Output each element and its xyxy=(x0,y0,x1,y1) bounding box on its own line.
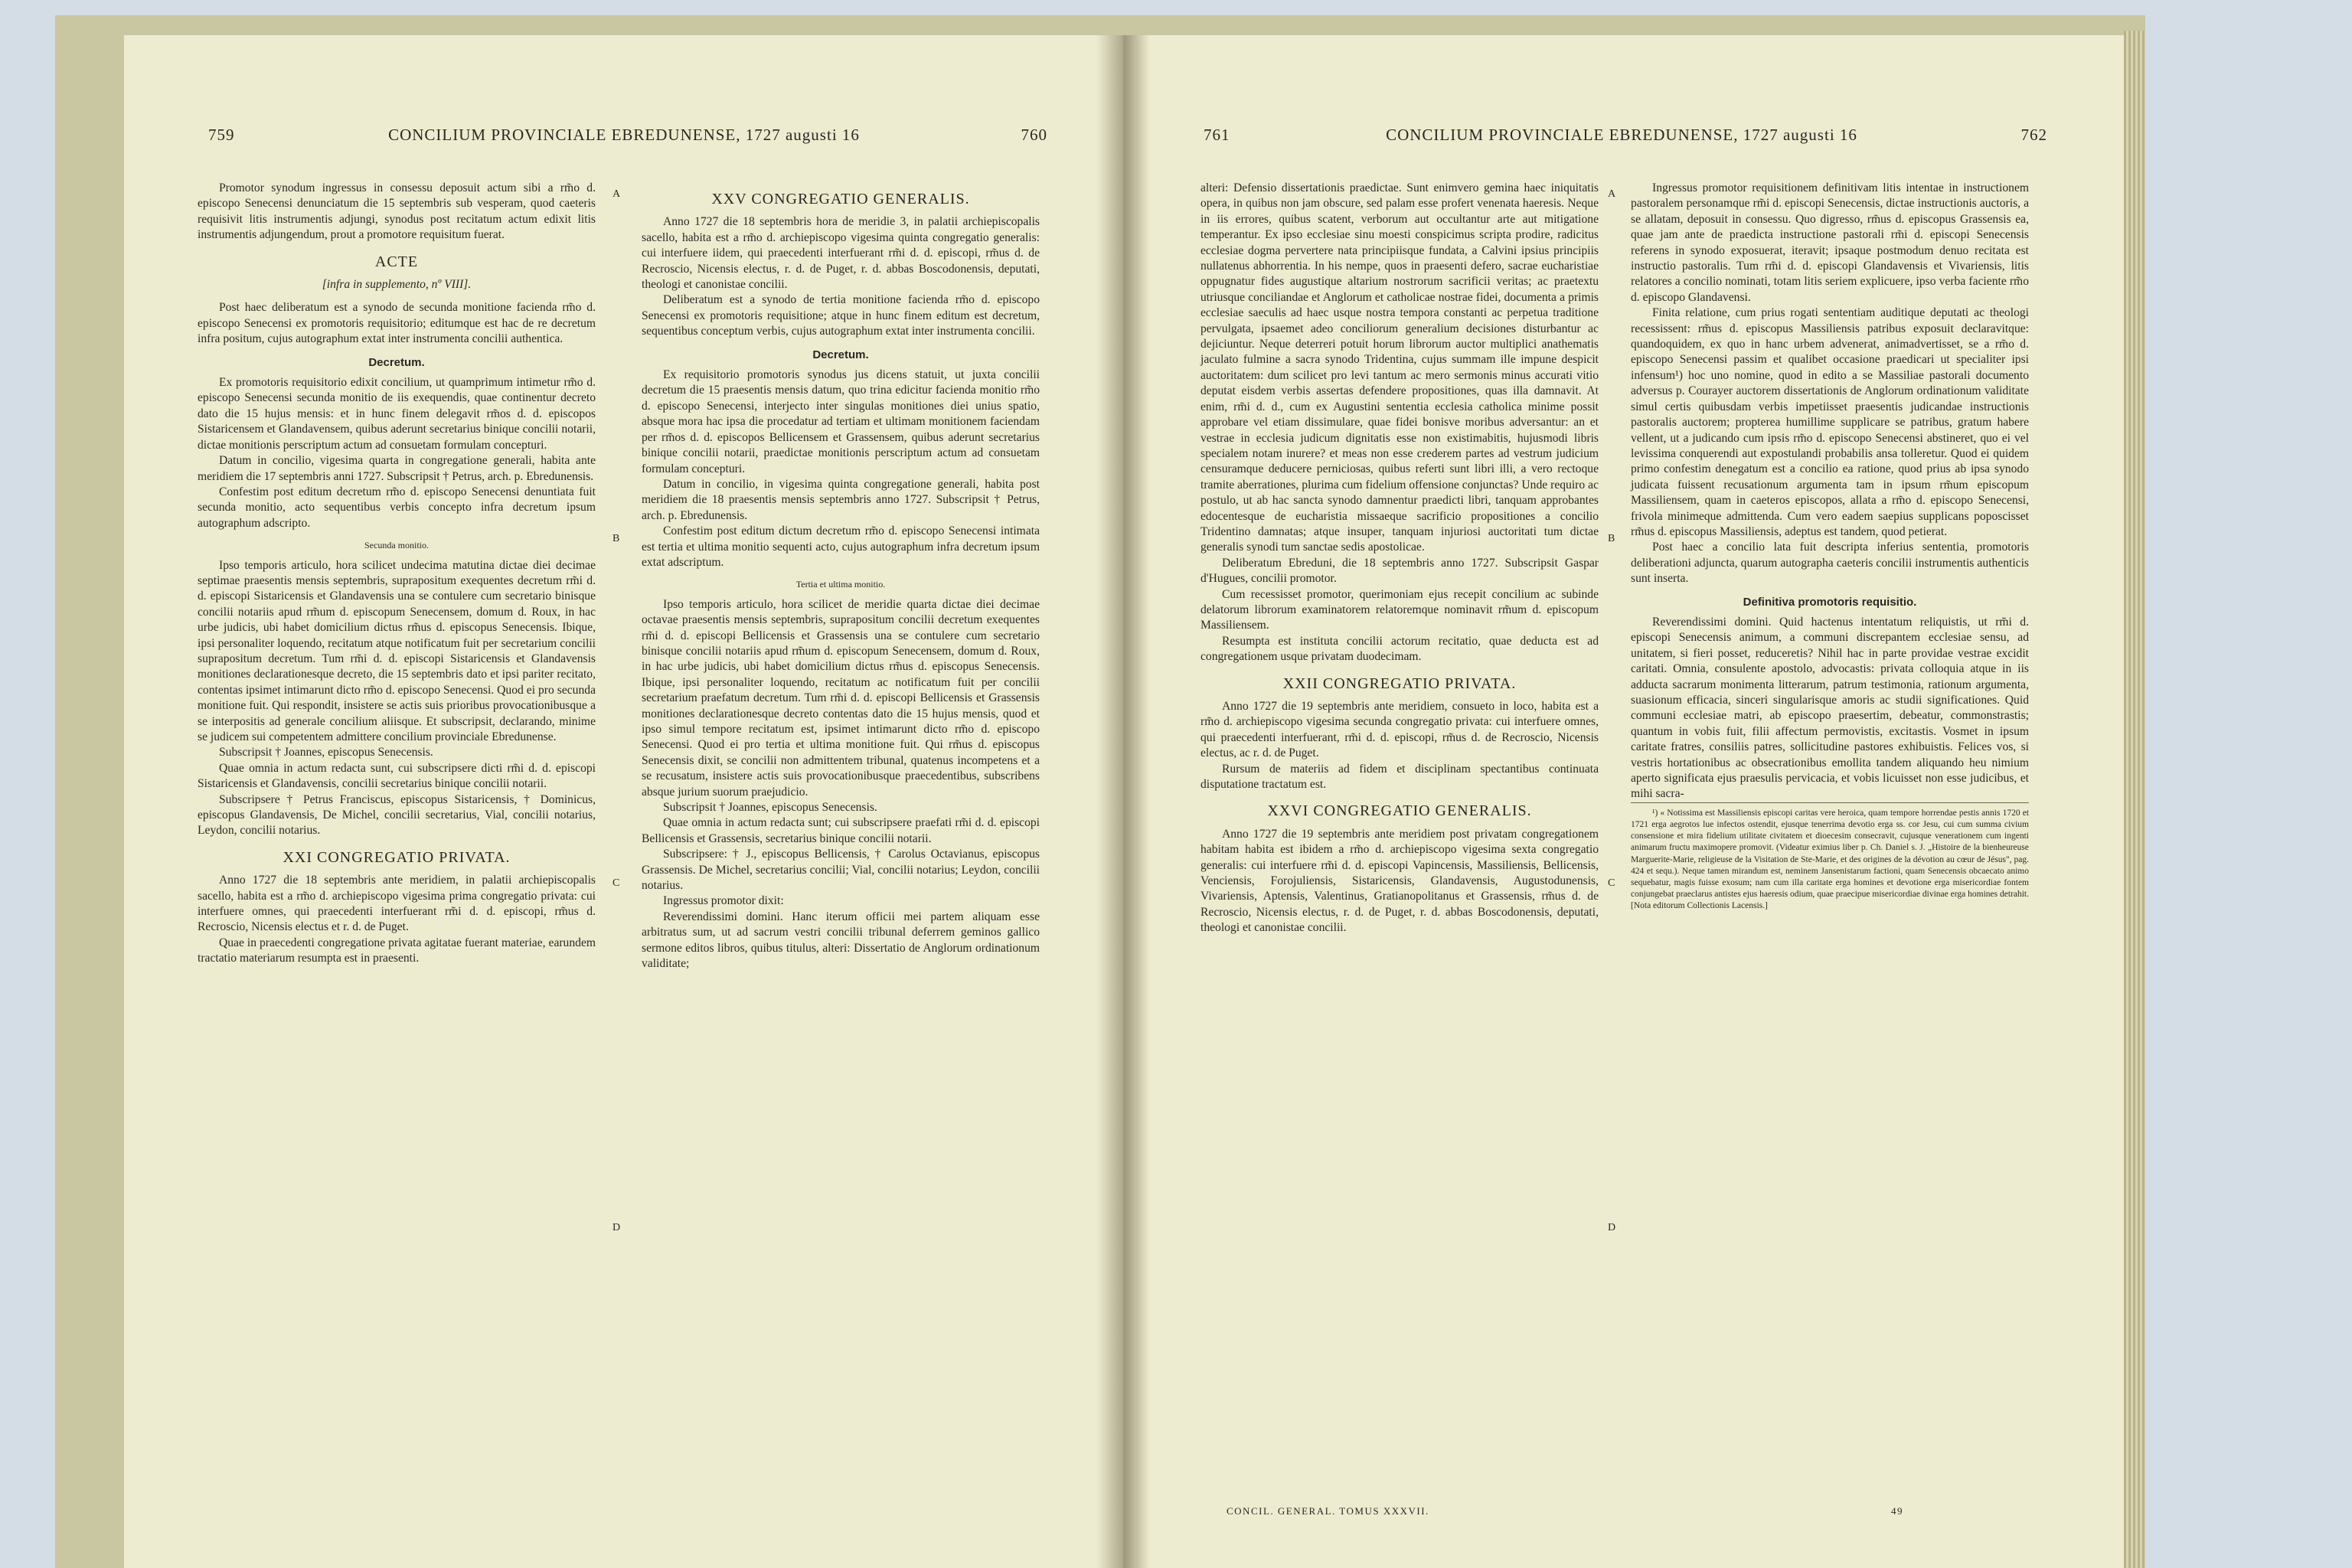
paragraph: Anno 1727 die 18 septembris hora de meridie 3, in palatii archiepiscopalis sacello, habita est a rm̃o d. archiepiscopo vigesima quinta congregatio generalis: cui interfuere iidem, qui praecedenti interfuerant rm̃i d. d. episcopi, rm̃us d. de Recroscio, Nicensis electus, r. d. de Puget, r. d. abbas Boscodonensis, deputati, theologi et canonistae concilii. xyxy=(642,215,1040,292)
paragraph: Subscripsere: † J., episcopus Bellicensis, † Carolus Octavianus, episcopus Grassensis. De Michel, secretarius concilii; Vial, concilii notarius; Leydon, concilii notarius. xyxy=(642,848,1040,893)
section-heading: XXV CONGREGATIO GENERALIS. xyxy=(711,191,970,207)
paragraph: Anno 1727 die 19 septembris ante meridiem, consueto in loco, habita est a rm̃o d. archiepiscopo vigesima secunda congregatio privata: cui interfuere omnes, qui praecedenti interfuerant, rm̃i d. d. episcopi, rm̃us d. de Recroscio, Nicensis electus, ac r. d. de Puget. xyxy=(1200,700,1599,760)
margin-letter-a: A xyxy=(612,188,621,200)
section-heading: Decretum. xyxy=(812,348,869,361)
margin-letter-d: D xyxy=(1608,1222,1616,1233)
left-column-1 xyxy=(198,181,596,967)
left-column-2 xyxy=(642,181,1040,972)
section-heading: Decretum. xyxy=(368,355,425,369)
section-heading: XXVI CONGREGATIO GENERALIS. xyxy=(1267,802,1532,820)
left-header-title: CONCILIUM PROVINCIALE EBREDUNENSE, 1727 augusti 16 xyxy=(388,126,860,144)
margin-letter-d: D xyxy=(612,1222,621,1233)
paragraph: Confestim post editum decretum rm̃o d. episcopo Senecensi denuntiata fuit secunda monitio, acto sequentibus verbis concepto infra decretum ipsum autographum adscripto. xyxy=(198,485,596,530)
section-heading: [infra in supplemento, nº VIII]. xyxy=(322,278,472,292)
paragraph: Confestim post editum dictum decretum rm̃o d. episcopo Senecensi intimata est tertia et ultima monitio sequenti acto, cujus autographum infra decretum ipsum extat adscriptum. xyxy=(642,524,1040,569)
section-heading: Tertia et ultima monitio. xyxy=(795,579,886,590)
paragraph: Ingressus promotor requisitionem definitivam litis intentae in instructionem pastoralem personamque rm̃i d. episcopi Senecensis, dictae instructionis auctoris, a se allatam, deposuit in consessu. Quo digresso, rm̃us d. episcopus Grassensis ea, quae jam ante de praedicta instructione pastorali rm̃i d. episcopi Senecensis referens in synodo exposuerat, iteravit; ipsaque postmodum denuo recitata est instructio pastoralis. Tum rm̃i d. d. episcopi Glandavensis et Vivariensis, litis relatores a concilio nominati, totam litis seriem explicuere, ipso verba faciente rm̃o d. episcopo Glandavensi. xyxy=(1631,181,2029,304)
margin-letter-c: C xyxy=(612,877,620,889)
page-number-762: 762 xyxy=(2020,126,2047,144)
right-header-title: CONCILIUM PROVINCIALE EBREDUNENSE, 1727 augusti 16 xyxy=(1386,126,1857,144)
volume-footer: CONCIL. GENERAL. TOMUS XXXVII. xyxy=(1227,1505,1429,1517)
margin-letter-a: A xyxy=(1608,188,1616,200)
paragraph: Reverendissimi domini. Hanc iterum officii mei partem aliquam esse arbitratus sum, ut ad sacrum vestri concilii tribunal deferrem geminos gallico sermone editos libros, quibus titulus, alteri: Dissertatio de Anglorum ordinationum validitate; xyxy=(642,910,1040,971)
paragraph: Post haec a concilio lata fuit descripta inferius sententia, promotoris deliberationi adjuncta, quarum autographa caeteris concilii instrumentis authenticis sunt inserta. xyxy=(1631,541,2029,586)
paragraph: Resumpta est instituta concilii actorum recitatio, quae deducta est ad congregationem usque privatam duodecimam. xyxy=(1200,634,1599,664)
right-column-1 xyxy=(1200,181,1599,936)
paragraph: Ipso temporis articulo, hora scilicet undecima matutina dictae diei decimae septimae praesentis mensis septembris, suprapositum exequentes decretum rm̃i d. d. episcopi Sistaricensis et Glandavensis una se contulere cum secretario binisque concilii notariis apud rm̃um d. episcopum Senecensem, domum d. Roux, in hac urbe judicis, ubi habet domicilium dictus rm̃us d. episcopus Senecensis. Ibique, ipsi personaliter loquendo, recitatum atque notificatum fuit per secretarium concilii suprapositum decretum. Tum rm̃i d. d. episcopi Sistaricensis et Glandavensis monitiones declarationesque decreto, die 15 septembris dato et ipsi pariter recitato, contentas ipsimet intimarunt dicto rm̃o d. episcopo Senecensi. Quod ei pro secunda monitione fuit. Qui respondit, insistere se actis suis prioribus provocationibusque a se interpositis ad generale concilium aliisque. Et subscripsit, declarando, minime se judicem sui competentem admittere concilium provinciale Ebredunense. xyxy=(198,558,596,743)
margin-letter-b: B xyxy=(612,533,620,544)
paragraph: Ex requisitorio promotoris synodus jus dicens statuit, ut juxta concilii decretum die 15 praesentis mensis datum, quo trina edicitur facienda monitio rm̃o d. episcopo Senecensi, interjecto inter singulas monitiones diei unius spatio, absque mora hac ipsa die procedatur ad tertiam et ultimam monitionem faciendam per rm̃os d. d. episcopos Bellicensem et Grassensem, quibus aderunt secretarius binique concilii notarii, praedictae monitionis perscriptum actum ad consuetam formulam concepturi. xyxy=(642,368,1040,475)
left-page xyxy=(124,35,1124,1568)
margin-letter-c: C xyxy=(1608,877,1615,889)
paragraph: alteri: Defensio dissertationis praedictae. Sunt enimvero gemina haec iniquitatis opera, in quibus non jam obscure, sed palam esse profert venenata haeresis. Neque in iis errores, quibus scatent, verborum aut occultantur arte aut mitigatione temperantur. Ex ipso ecclesiae sinu moesti conspicimus scripta prodire, radicitus ecclesiae dogma pervertere nata principiisque fundata, a Calvini ipsius principiis nullatenus abhorrentia. In his nempe, quos in praesenti defero, sacrae eucharistiae oppugnatur fides augustique altarium nostrorum sacrificii veritas; ac praetextu utriusque conciliandae et Anglorum et catholicae nostrae fidei, documenta a primis ecclesiae saeculis ad haec usque nostra tempora constanti ac perpetua traditione pervulgata, ipsaemet adeo conciliorum generalium decisiones disturbantur ac dejiciuntur. Neque deterreri potuit horum librorum auctor multiplici anathematis jaculato fulmine a sacra synodo Tridentina, cujus summam ille impune despicit auctoritatem: dum scilicet pro levi tantum ac mero sermonis minus accurati vitio deputat eisdem verbis assertas defendere propositiones, quas illa damnavit. At enim, rm̃i d. d., cum ex Augustini sententia ecclesia catholica minime possit approbare vel etiam dissimulare, quae fidei bonisve moribus adversantur: an et vestrae in ecclesia judicum dignitatis esse non existimabitis, hujusmodi libris specialem notam inurere? et meas non esse crederem partes ad vestrum judicium censuramque deducere perniciosas, quibus referti sunt libri illi, a vero rectoque tramite aberrationes, plurima cum fidelium offensione conjunctas? Unde requiro ac postulo, ut ab hac sancta synodo damnentur praedicti libri, tanquam approbantes edocentesque de eucharistia missaeque sacrificio propositiones a concilio Tridentino damnatas; atque insuper, tanquam injuriosi auctoritati tum dictae generalis synodi tum sanctae sedis apostolicae. xyxy=(1200,181,1599,554)
paragraph: Quae omnia in actum redacta sunt; cui subscripsere praefati rm̃i d. d. episcopi Bellicensis et Grassensis, secretarius binique concilii notarii. xyxy=(642,816,1040,845)
footnote: ¹) « Notissima est Massiliensis episcopi caritas vere heroica, quam tempore horrendae pestis annis 1720 et 1721 erga aegrotos lue infectos ostendit, ejusque tenerrima devotio erga ss. cor Jesu, cui cum summa civium consensione et mira fidelium utilitate civitatem et dioecesim consecravit, cujusque venerationem cum ingenti animarum fructu maximopere promovit. (Videatur eximius liber p. Ch. Daniel s. J. „Histoire de la bienheureuse Marguerite-Marie, religieuse de la Visitation de Ste-Marie, et des origines de la dévotion au cœur de Jésus", pag. 424 et sequ.). Neque tamen mirandum est, neminem Jansenistarum factioni, quam Senecensis obcaecato animo sequebatur, magis fuisse exosum; nam cum illa caritate erga homines et devotione erga misericordiae fontem conjungebat praeclarus antistes ejus haeresis odium, quae praecipue misericordiae divinae erga homines detrahit. [Nota editorum Collectionis Lacensis.] xyxy=(1631,802,2029,913)
paragraph: Quae omnia in actum redacta sunt, cui subscripsere dicti rm̃i d. d. episcopi Sistaricensis et Glandavensis, concilii secretarius binique concilii notarii. xyxy=(198,761,596,791)
right-page xyxy=(1119,35,2124,1568)
section-heading: XXI CONGREGATIO PRIVATA. xyxy=(283,848,511,866)
signature-mark: 49 xyxy=(1891,1505,1903,1517)
open-book xyxy=(55,15,2145,1568)
page-number-761: 761 xyxy=(1204,126,1230,144)
section-heading: ACTE xyxy=(374,253,419,270)
paragraph: Anno 1727 die 18 septembris ante meridiem, in palatii archiepiscopalis sacello, habita est a rm̃o d. archiepiscopo vigesima prima congregatio privata: cui interfuere omnes, qui praecedenti interfuerant rm̃i d. d. episcopi, rm̃us d. Recroscio, Nicensis electus et r. d. de Puget. xyxy=(198,874,596,934)
book-gutter xyxy=(1096,35,1150,1568)
right-running-head xyxy=(1119,126,2124,156)
paragraph: Datum in concilio, in vigesima quinta congregatione generali, habita post meridiem die 18 praesentis mensis septembris anno 1727. Subscripsit † Petrus, arch. p. Ebredunensis. xyxy=(642,477,1040,522)
paragraph: Cum recessisset promotor, querimoniam ejus recepit concilium ac subinde delatorum librorum examinatorem relatoremque nominavit rm̃um d. episcopum Massiliensem. xyxy=(1200,587,1599,632)
paragraph: Subscripsit † Joannes, episcopus Senecensis. xyxy=(219,746,433,760)
margin-letter-b: B xyxy=(1608,533,1615,544)
paragraph: Deliberatum Ebreduni, die 18 septembris anno 1727. Subscripsit Gaspar d'Hugues, concilii promotor. xyxy=(1200,556,1599,586)
paragraph: Promotor synodum ingressus in consessu deposuit actum sibi a rm̃o d. episcopo Senecensi denunciatum die 15 septembris sub vesperam, quod caeteris requisivit litis instrumentis adjungi, synodus post recitatum actum edixit litis instrumentis adjungendum, prout a promotore requisitum fuerat. xyxy=(198,181,596,242)
page-number-759: 759 xyxy=(208,126,235,144)
paragraph: Quae in praecedenti congregatione privata agitatae fuerant materiae, earundem tractatio materiarum resumpta est in praesenti. xyxy=(198,936,596,965)
section-heading: XXII CONGREGATIO PRIVATA. xyxy=(1282,675,1517,692)
section-heading: Definitiva promotoris requisitio. xyxy=(1743,595,1917,609)
paragraph: Ingressus promotor dixit: xyxy=(663,894,784,908)
paragraph: Reverendissimi domini. Quid hactenus intentatum reliquistis, ut rm̃i d. episcopi Senecensis animum, a communi discrepantem ecclesiae sensu, ad unitatem, si fieri posset, reduceretis? Nihil hac in parte providae vestrae excidit caritati. Omnia, consulente apostolo, advocastis: privata colloquia atque in iis adducta sacrarum monimenta litterarum, patrum testimonia, rationum argumenta, suasionum efficacia, sinceri singularisque amoris ac studii significationes. Quid communi ecclesiae matri, ab episcopo praesertim, debeatur, commonstrastis; quantum in vobis fuit, filii affectum permovistis, excitastis. Vosmet in ipsum caritate fratres, consiliis patres, sollicitudine pastores exhibuistis. Felices vos, si vestris hortationibus ac obsecrationibus emollita tandem aliquando heu nimium aperto significata ejus praesulis pervicacia, et vobis licuisset non esse judicibus, et mihi sacra- xyxy=(1631,615,2029,801)
paragraph: Deliberatum est a synodo de tertia monitione facienda rm̃o d. episcopo Senecensi ex promotoris requisitione; atque in hunc finem editum est decretum, sequentibus conceptum verbis, cujus autographum extat inter instrumenta concilii. xyxy=(642,293,1040,338)
paragraph: Finita relatione, cum prius rogati sententiam auditique deputati ac theologi recessissent: rm̃us d. episcopus Massiliensis patribus exposuit declaravitque: quandoquidem, ex quo in hanc urbem advenerat, animadvertisset, se a rm̃o d. episcopo Senecensi passim et qualibet occasione praedicari ut specialiter ipsi infensum¹) hoc uno nomine, quod in edito a se Massiliae pastorali documento adversus p. Courayer auctorem dissertationis de Anglorum ordinationum validitate simul certis quibusdam verbis impetiisset praesentis judicandae instructionis pastoralis auctorem; propterea humillime supplicare se patribus, gratum habere vellent, ut a judicando cum ipsis rm̃o d. episcopo Senecensi abstineret, quo ei vel levissima conquerendi aut expostulandi probabilis ansa tolleretur. Quod ei quidem primo confestim denegatum est a concilio ea ratione, quod prius ab ipsa synodo judicata fuissent recusationum argumenta tam in ipsum rm̃um episcopum Massiliensem, quam in caeteros episcopos, allata a rm̃o d. episcopo Senecensi, frivola minimeque admittenda. Cum vero eadem saepius supplicans poposcisset rm̃us d. episcopus Massiliensis, adeptus est tandem, quod petierat. xyxy=(1631,306,2029,538)
paragraph: Anno 1727 die 19 septembris ante meridiem post privatam congregationem habitam habita est ibidem a rm̃o d. archiepiscopo vigesima sexta congregatio generalis: cui interfuere rm̃i d. d. episcopi Vapincensis, Massiliensis, Bellicensis, Venciensis, Forojuliensis, Sistaricensis, Glandavensis, Augustodunensis, Vivariensis, Aptensis, Valentinus, Gratianopolitanus et Grassensis, rm̃us d. de Recroscio, Nicensis electus, r. d. de Puget, r. d. abbas Boscodonensis, deputati, theologi et canonistae concilii. xyxy=(1200,827,1599,935)
right-column-2 xyxy=(1631,181,2029,913)
left-running-head xyxy=(124,126,1124,156)
paragraph: Rursum de materiis ad fidem et disciplinam spectantibus continuata disputatione tractatum est. xyxy=(1200,762,1599,792)
paragraph: Subscripsit † Joannes, episcopus Senecensis. xyxy=(663,801,877,815)
paragraph: Subscripsere † Petrus Franciscus, episcopus Sistaricensis, † Dominicus, episcopus Glandavensis, De Michel, concilii secretarius, Vial, concilii notarius, Leydon, concilii notarius. xyxy=(198,792,596,838)
page-number-760: 760 xyxy=(1021,126,1047,144)
paragraph: Post haec deliberatum est a synodo de secunda monitione facienda rm̃o d. episcopo Senecensi ex promotoris requisitorio; editumque est hac de re decretum infra positum, cujus autographum extat inter instrumenta concilii authentica. xyxy=(198,301,596,346)
section-heading: Secunda monitio. xyxy=(364,540,429,551)
paragraph: Ipso temporis articulo, hora scilicet de meridie quarta dictae diei decimae octavae praesentis mensis septembris, suprapositum concilii decretum exequentes rm̃i d. d. episcopi Bellicensis et Grassensis una se contulere cum secretario binisque concilii notariis apud rm̃um d. episcopum Senecensem, domum d. Roux, in hac urbe judicis, ubi habet domicilium dictus rm̃us d. episcopus Senecensis. Ibique, ipsi personaliter loquendo, recitatum ac notificatum fuit per concilii secretarium praefatum decretum. Tum rm̃i d. d. episcopi Bellicensis et Grassensis monitiones declarationesque decreto contentas dato die 15 hujus mensis, quod et ipso simul tempore recitatum est, ipsimet intimarunt dicto rm̃o d. episcopo Senecensi. Quod ei pro tertia et ultima monitione fuit. Qui rm̃us d. episcopus Senecensis dixit, se concilii non admittentem tribunal, quatenus incompetens et a se recusatum, insistere actis suis provocationibusque praecedentibus, subscribens absque jurium suorum praejudicio. xyxy=(642,597,1040,799)
page-edges xyxy=(2124,31,2145,1568)
paragraph: Datum in concilio, vigesima quarta in congregatione generali, habita ante meridiem die 17 septembris anni 1727. Subscripsit † Petrus, arch. p. Ebredunensis. xyxy=(198,454,596,483)
paragraph: Ex promotoris requisitorio edixit concilium, ut quamprimum intimetur rm̃o d. episcopo Senecensi secunda monitio de iis exequendis, quae continentur decreto dato die 15 hujus mensis: et in hunc finem delegavit rm̃os d. d. episcopos Sistaricensem et Glandavensem, quibus aderunt secretarius binique concilii notarii, dictae monitionis perscriptum actum ad consuetam formulam concepturi. xyxy=(198,376,596,452)
